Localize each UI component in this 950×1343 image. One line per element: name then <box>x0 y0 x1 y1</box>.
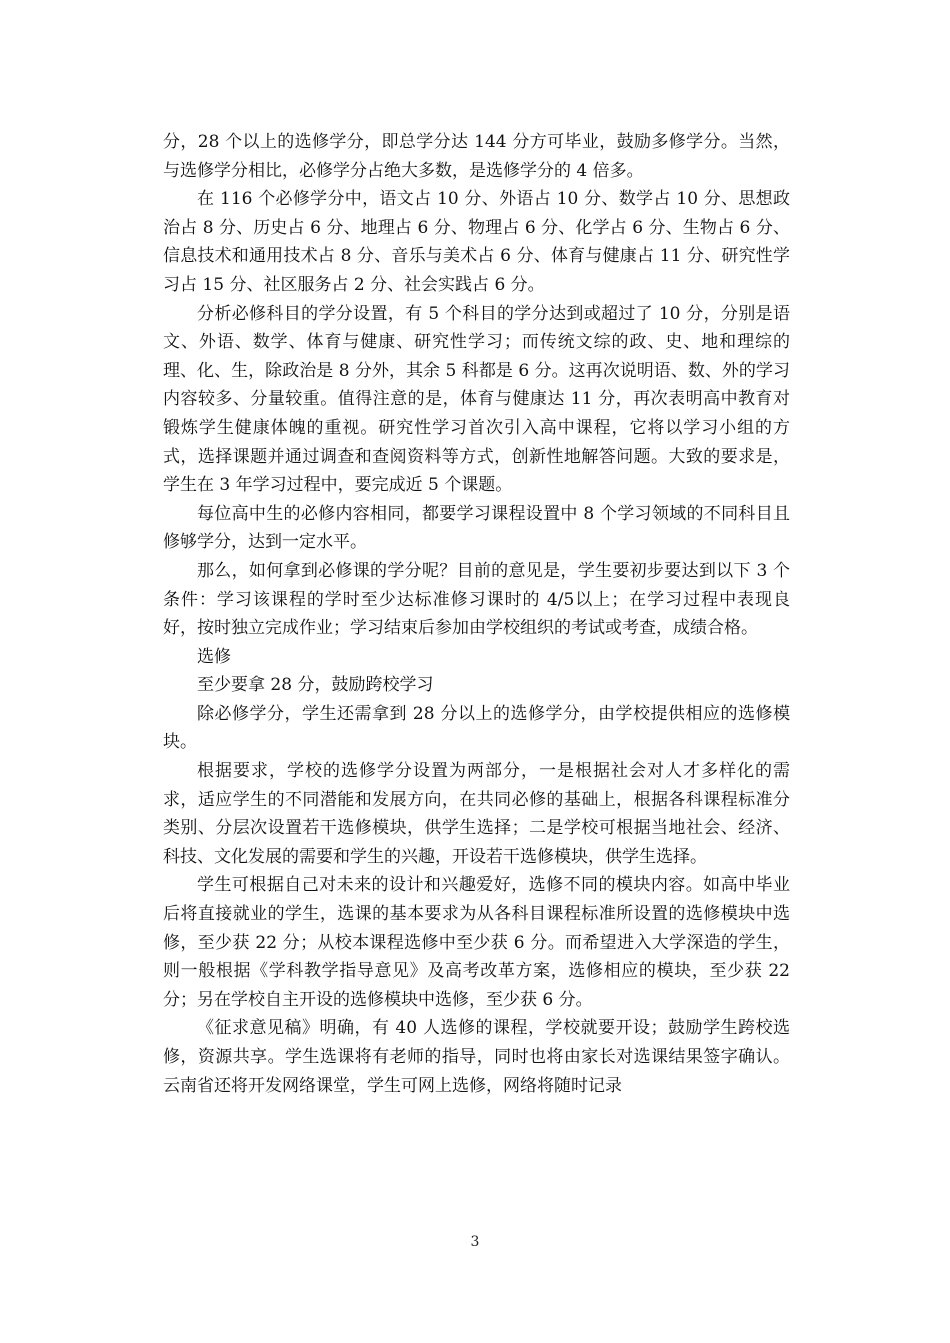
paragraph: 那么，如何拿到必修课的学分呢？目前的意见是，学生要初步要达到以下 3 个条件：学习该课程的学时至少达标准修习课时的 4/5以上；在学习过程中表现良好，按时独立完成作业；学习结束后参加由学校组织的考试或考查，成绩合格。 <box>163 560 790 639</box>
section-heading: 选修 <box>197 646 231 667</box>
document-body <box>163 128 790 1100</box>
section-subheading: 至少要拿 28 分，鼓励跨校学习 <box>197 675 434 696</box>
paragraph: 学生可根据自己对未来的设计和兴趣爱好，选修不同的模块内容。如高中毕业后将直接就业的学生，选课的基本要求为从各科目课程标准所设置的选修模块中选修，至少获 22 分；从校本课程选修中至少获 6 分。而希望进入大学深造的学生，则一般根据《学科教学指导意见》及高考改革方案，选修相应的模块，至少获 22 分；另在学校自主开设的选修模块中选修，至少获 6 分。 <box>163 875 790 1010</box>
paragraph: 分，28 个以上的选修学分，即总学分达 144 分方可毕业，鼓励多修学分。当然，与选修学分相比，必修学分占绝大多数，是选修学分的 4 倍多。 <box>163 132 790 181</box>
paragraph: 《征求意见稿》明确，有 40 人选修的课程，学校就要开设；鼓励学生跨校选修，资源共享。学生选课将有老师的指导，同时也将由家长对选课结果签字确认。云南省还将开发网络课堂，学生可网上选修，网络将随时记录 <box>163 1018 790 1096</box>
paragraph: 每位高中生的必修内容相同，都要学习课程设置中 8 个学习领域的不同科目且修够学分，达到一定水平。 <box>163 503 790 553</box>
paragraph: 除必修学分，学生还需拿到 28 分以上的选修学分，由学校提供相应的选修模块。 <box>163 703 790 753</box>
paragraph: 根据要求，学校的选修学分设置为两部分，一是根据社会对人才多样化的需求，适应学生的不同潜能和发展方向，在共同必修的基础上，根据各科课程标准分类别、分层次设置若干选修模块，供学生选择；二是学校可根据当地社会、经济、科技、文化发展的需要和学生的兴趣，开设若干选修模块，供学生选择。 <box>163 761 790 867</box>
paragraph: 分析必修科目的学分设置，有 5 个科目的学分达到或超过了 10 分，分别是语文、外语、数学、体育与健康、研究性学习；而传统文综的政、史、地和理综的理、化、生，除政治是 8 分外，其余 5 科都是 6 分。这再次说明语、数、外的学习内容较多、分量较重。值得注意的是，体育与健康达 11 分，再次表明高中教育对锻炼学生健康体魄的重视。研究性学习首次引入高中课程，它将以学习小组的方式，选择课题并通过调查和查阅资料等方式，创新性地解答问题。大致的要求是，学生在 3 年学习过程中，要完成近 5 个课题。 <box>163 303 790 496</box>
page-number: 3 <box>470 1234 480 1250</box>
paragraph: 在 116 个必修学分中，语文占 10 分、外语占 10 分、数学占 10 分、思想政治占 8 分、历史占 6 分、地理占 6 分、物理占 6 分、化学占 6 分、生物占 6 分、信息技术和通用技术占 8 分、音乐与美术占 6 分、体育与健康占 11 分、研究性学习占 15 分、社区服务占 2 分、社会实践占 6 分。 <box>163 189 790 295</box>
